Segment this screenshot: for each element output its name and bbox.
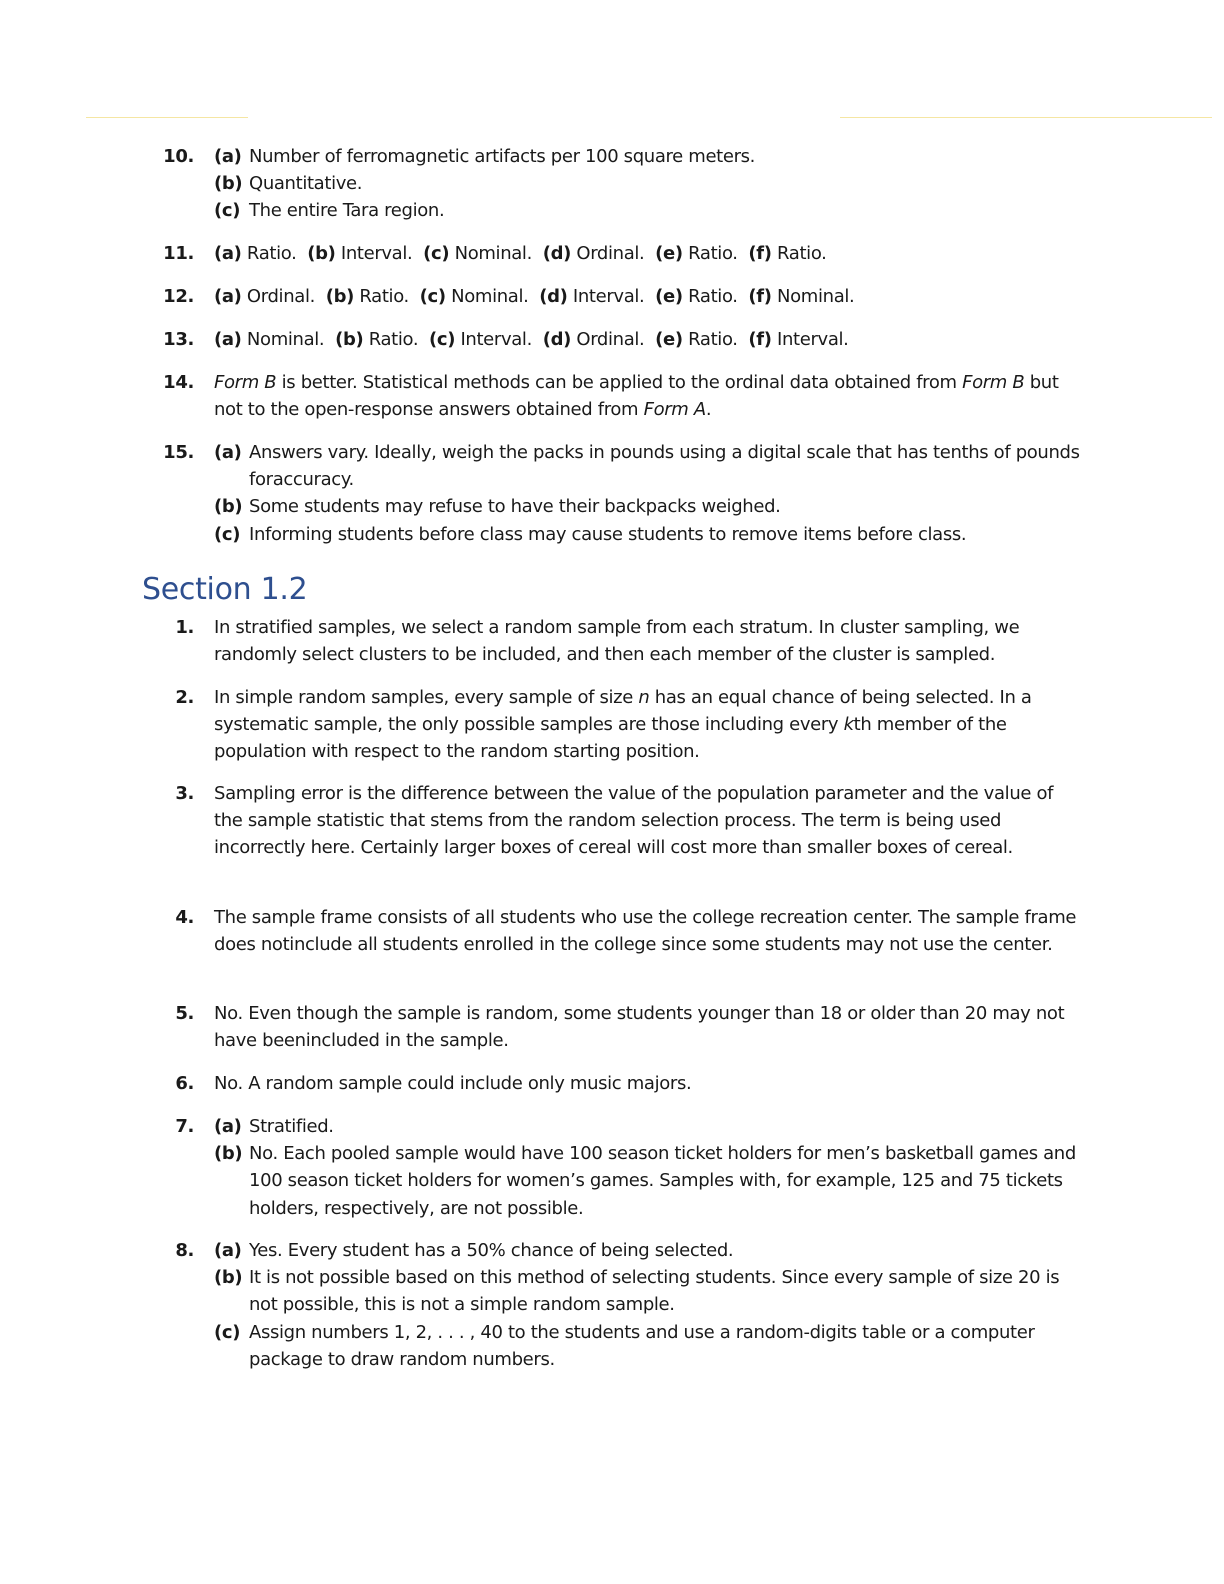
part-label: (b) bbox=[214, 173, 243, 195]
answer-number: 8. bbox=[175, 1240, 194, 1261]
part-label: (a) bbox=[214, 442, 242, 463]
part-text: Answers vary. Ideally, weigh the packs in pounds using a digital scale that has tenths of pounds foraccuracy. bbox=[249, 442, 1080, 491]
part-label: (a) bbox=[214, 1116, 242, 1137]
part-text: Informing students before class may cause students to remove items before class. bbox=[249, 523, 967, 545]
answer-number: 14. bbox=[163, 372, 194, 393]
answer-number: 10. bbox=[163, 146, 194, 167]
part-label: (c) bbox=[214, 200, 241, 222]
inline-parts bbox=[214, 326, 1084, 353]
part-text: Nominal. bbox=[449, 243, 543, 264]
part-text: Assign numbers 1, 2, . . . , 40 to the students and use a random-digits table or a computer package to draw random numbers. bbox=[249, 1321, 1035, 1370]
part-text: Ratio. bbox=[771, 243, 827, 264]
text-run: is better. Statistical methods can be applied to the ordinal data obtained from bbox=[276, 372, 963, 393]
part-text: Interval. bbox=[567, 286, 656, 307]
answer-number: 15. bbox=[163, 442, 194, 463]
answer-number: 1. bbox=[175, 617, 194, 638]
part-text: Ratio. bbox=[682, 286, 749, 307]
part-label: (e) bbox=[655, 329, 683, 350]
form-name: Form A bbox=[643, 399, 706, 421]
part-label: (b) bbox=[214, 496, 243, 518]
answer-text: No. A random sample could include only music majors. bbox=[214, 1073, 692, 1094]
part-text: The entire Tara region. bbox=[249, 200, 445, 222]
part-text: Nominal. bbox=[445, 286, 540, 307]
answer-number: 13. bbox=[163, 329, 194, 350]
inline-parts bbox=[214, 240, 1084, 267]
part-text: Quantitative. bbox=[249, 173, 363, 195]
part-text: Some students may refuse to have their backpacks weighed. bbox=[249, 496, 781, 518]
part-label: (b) bbox=[214, 1267, 243, 1289]
part-text: Ordinal. bbox=[571, 243, 656, 264]
part-label: (e) bbox=[655, 243, 683, 264]
part-text: Nominal. bbox=[771, 286, 855, 307]
part-text: Ratio. bbox=[363, 329, 429, 350]
section-title: Section 1.2 bbox=[142, 572, 308, 607]
part-text: Interval. bbox=[771, 329, 849, 350]
answer-text: No. Even though the sample is random, some students younger than 18 or older than 20 may not have beenincluded in the sample. bbox=[214, 1003, 1065, 1052]
part-label: (d) bbox=[542, 329, 571, 350]
part-label: (a) bbox=[214, 1240, 242, 1261]
form-name: Form B bbox=[214, 372, 277, 393]
text-run: but not to the open-response answers obtained from bbox=[214, 372, 1059, 421]
inline-parts bbox=[214, 283, 1084, 310]
answer-text bbox=[214, 684, 1084, 766]
part-label: (f) bbox=[748, 329, 772, 350]
part-label: (b) bbox=[335, 329, 364, 350]
part-label: (f) bbox=[748, 243, 772, 264]
part-label: (d) bbox=[542, 243, 571, 264]
answer-number: 12. bbox=[163, 286, 194, 307]
part-text: Ratio. bbox=[682, 243, 749, 264]
answer-number: 5. bbox=[175, 1003, 194, 1024]
part-label: (d) bbox=[539, 286, 568, 307]
part-text: Interval. bbox=[335, 243, 424, 264]
header-rule-right bbox=[840, 117, 1212, 118]
part-label: (e) bbox=[655, 286, 683, 307]
part-text: Ratio. bbox=[354, 286, 420, 307]
part-label: (f) bbox=[748, 286, 772, 307]
part-label: (c) bbox=[423, 243, 450, 264]
header-rule-left bbox=[86, 117, 248, 118]
text-run: In simple random samples, every sample of size bbox=[214, 687, 639, 708]
answer-text: Sampling error is the difference between the value of the population parameter and the value of the sample statistic that stems from the random selection process. The term is being used incorrectly here. Certainly larger boxes of cereal will cost more than smaller boxes of cereal. bbox=[214, 783, 1054, 859]
part-label: (c) bbox=[429, 329, 456, 350]
part-text: It is not possible based on this method of selecting students. Since every sample of size 20 is not possible, this is not a simple random sample. bbox=[249, 1267, 1060, 1316]
part-label: (c) bbox=[214, 1321, 241, 1343]
text-run: has an equal chance of being selected. In a systematic sample, the only possible samples are those including every bbox=[214, 687, 1032, 736]
answer-number: 4. bbox=[175, 907, 194, 928]
part-text: Number of ferromagnetic artifacts per 100 square meters. bbox=[249, 146, 756, 167]
form-name: Form B bbox=[962, 372, 1025, 393]
answer-text: The sample frame consists of all students who use the college recreation center. The sample frame does notinclude all students enrolled in the college since some students may not use the center. bbox=[214, 907, 1077, 956]
variable-k: k bbox=[843, 714, 854, 736]
part-text: Ratio. bbox=[241, 243, 308, 264]
answer-number: 2. bbox=[175, 687, 194, 708]
part-label: (b) bbox=[214, 1143, 243, 1165]
part-label: (b) bbox=[325, 286, 355, 307]
part-text: Nominal. bbox=[241, 329, 336, 350]
part-text: Stratified. bbox=[249, 1116, 334, 1137]
answer-number: 6. bbox=[175, 1073, 194, 1094]
text-run: th member of the population with respect to the random starting position. bbox=[214, 714, 1007, 763]
part-text: Ordinal. bbox=[241, 286, 326, 307]
part-label: (c) bbox=[419, 286, 446, 307]
answer-text: In stratified samples, we select a random sample from each stratum. In cluster sampling, we randomly select clusters to be included, and then each member of the cluster is sampled. bbox=[214, 617, 1020, 666]
part-label: (a) bbox=[214, 146, 242, 167]
part-label: (a) bbox=[214, 286, 242, 307]
part-text: Interval. bbox=[455, 329, 543, 350]
answer-number: 3. bbox=[175, 783, 194, 804]
answer-text bbox=[214, 369, 1084, 423]
part-label: (a) bbox=[214, 243, 242, 264]
answer-number: 7. bbox=[175, 1116, 194, 1137]
part-text: Ordinal. bbox=[571, 329, 656, 350]
part-label: (a) bbox=[214, 329, 242, 350]
part-text: No. Each pooled sample would have 100 season ticket holders for men’s basketball games and 100 season ticket holders for women’s games. Samples with, for example, 125 and 75 tickets holders, respectively, are not possible. bbox=[249, 1143, 1076, 1219]
part-text: Ratio. bbox=[682, 329, 749, 350]
part-text: Yes. Every student has a 50% chance of being selected. bbox=[249, 1240, 734, 1261]
variable-n: n bbox=[638, 687, 650, 708]
part-label: (b) bbox=[307, 243, 336, 264]
text-run: . bbox=[705, 399, 712, 421]
answer-number: 11. bbox=[163, 243, 194, 264]
part-label: (c) bbox=[214, 523, 241, 545]
